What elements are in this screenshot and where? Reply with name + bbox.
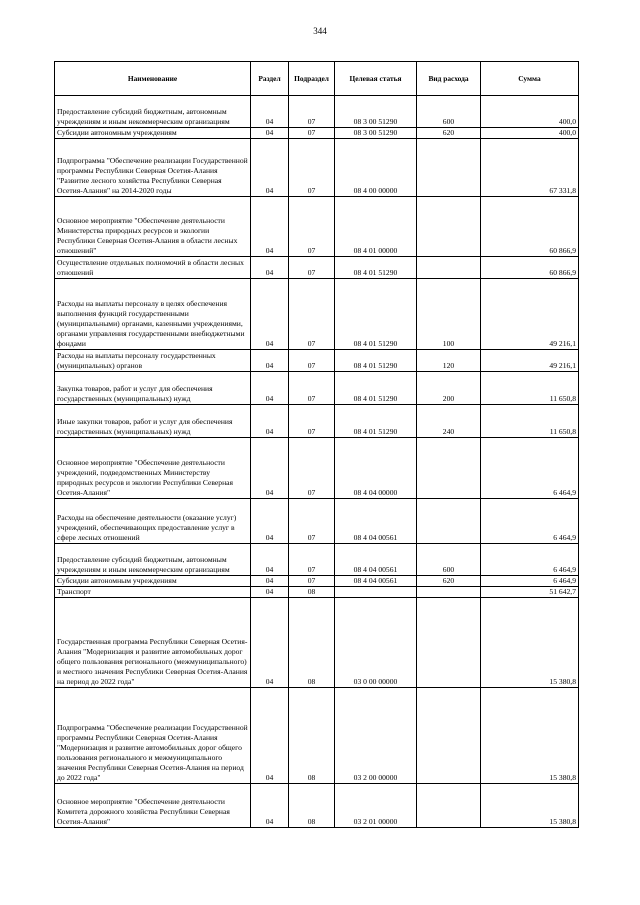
- row-vid: [417, 688, 481, 784]
- row-podrazdel: 07: [289, 405, 335, 438]
- column-header-name: Наименование: [55, 62, 251, 96]
- table-row: [55, 438, 579, 499]
- row-vid: [417, 784, 481, 828]
- table-row: [55, 405, 579, 438]
- table-row: [55, 279, 579, 350]
- row-podrazdel: 08: [289, 598, 335, 688]
- row-razdel: 04: [251, 139, 289, 197]
- row-sum: 67 331,8: [481, 139, 579, 197]
- row-name: Субсидии автономным учреждениям: [55, 128, 251, 139]
- row-name: Расходы на выплаты персоналу в целях обеспечения выполнения функций государственными (муниципальными) органами, казенными учреждениями, органами управления государственными внебюджетными фондами: [55, 279, 251, 350]
- row-podrazdel: 07: [289, 279, 335, 350]
- row-name: Государственная программа Республики Северная Осетия-Алания "Модернизация и развитие автомобильных дорог общего пользования регионального (межмуниципального) и местного значения Республики Северная Осетия-Алания на период до 2022 года": [55, 598, 251, 688]
- row-vid: 100: [417, 279, 481, 350]
- table-row: [55, 96, 579, 128]
- column-header-target: Целевая статья: [335, 62, 417, 96]
- table-row: [55, 576, 579, 587]
- row-razdel: 04: [251, 257, 289, 279]
- row-vid: [417, 197, 481, 257]
- row-sum: 6 464,9: [481, 438, 579, 499]
- row-sum: 49 216,1: [481, 350, 579, 372]
- column-header-podrazdel: Подраздел: [289, 62, 335, 96]
- row-sum: 15 380,8: [481, 688, 579, 784]
- row-podrazdel: 07: [289, 372, 335, 405]
- row-sum: 15 380,8: [481, 784, 579, 828]
- row-sum: 11 650,8: [481, 372, 579, 405]
- table-row: [55, 139, 579, 197]
- row-vid: 200: [417, 372, 481, 405]
- row-podrazdel: 07: [289, 499, 335, 544]
- row-razdel: 04: [251, 688, 289, 784]
- row-podrazdel: 08: [289, 784, 335, 828]
- row-podrazdel: 07: [289, 544, 335, 576]
- row-vid: 620: [417, 576, 481, 587]
- row-name: Предоставление субсидий бюджетным, автономным учреждениям и иным некоммерческим организациям: [55, 544, 251, 576]
- row-razdel: 04: [251, 405, 289, 438]
- row-name: Иные закупки товаров, работ и услуг для обеспечения государственных (муниципальных) нужд: [55, 405, 251, 438]
- row-podrazdel: 07: [289, 197, 335, 257]
- page-number: 344: [313, 26, 327, 36]
- row-name: Расходы на выплаты персоналу государственных (муниципальных) органов: [55, 350, 251, 372]
- row-razdel: 04: [251, 576, 289, 587]
- row-target: 08 4 01 51290: [335, 405, 417, 438]
- row-target: 08 4 00 00000: [335, 139, 417, 197]
- row-sum: 6 464,9: [481, 576, 579, 587]
- table-row: [55, 784, 579, 828]
- row-vid: 600: [417, 96, 481, 128]
- row-sum: 400,0: [481, 96, 579, 128]
- row-name: Основное мероприятие "Обеспечение деятельности Комитета дорожного хозяйства Республики Северная Осетия-Алания": [55, 784, 251, 828]
- row-podrazdel: 07: [289, 438, 335, 499]
- row-podrazdel: 07: [289, 350, 335, 372]
- row-name: Осуществление отдельных полномочий в области лесных отношений: [55, 257, 251, 279]
- row-sum: 6 464,9: [481, 544, 579, 576]
- row-target: 03 2 00 00000: [335, 688, 417, 784]
- row-razdel: 04: [251, 598, 289, 688]
- row-razdel: 04: [251, 279, 289, 350]
- table-row: [55, 688, 579, 784]
- row-vid: [417, 139, 481, 197]
- row-target: [335, 587, 417, 598]
- row-sum: 400,0: [481, 128, 579, 139]
- row-target: 08 3 00 51290: [335, 96, 417, 128]
- row-razdel: 04: [251, 128, 289, 139]
- row-podrazdel: 07: [289, 576, 335, 587]
- budget-table: [54, 61, 579, 828]
- table-row: [55, 197, 579, 257]
- row-razdel: 04: [251, 197, 289, 257]
- row-vid: 600: [417, 544, 481, 576]
- column-header-razdel: Раздел: [251, 62, 289, 96]
- row-name: Предоставление субсидий бюджетным, автономным учреждениям и иным некоммерческим организациям: [55, 96, 251, 128]
- row-razdel: 04: [251, 96, 289, 128]
- row-target: 08 3 00 51290: [335, 128, 417, 139]
- row-vid: 120: [417, 350, 481, 372]
- row-name: Расходы на обеспечение деятельности (оказание услуг) учреждений, обеспечивающих предоставление услуг в сфере лесных отношений: [55, 499, 251, 544]
- row-sum: 15 380,8: [481, 598, 579, 688]
- row-razdel: 04: [251, 372, 289, 405]
- table-row: [55, 598, 579, 688]
- row-name: Субсидии автономным учреждениям: [55, 576, 251, 587]
- row-name: Подпрограмма "Обеспечение реализации Государственной программы Республики Северная Осетия-Алания "Модернизация и развитие автомобильных дорог общего пользования регионального и межмуниципального значения Республики Северная Осетия-Алания на период до 2022 года": [55, 688, 251, 784]
- row-target: 08 4 01 51290: [335, 350, 417, 372]
- table-header-row: [55, 62, 579, 96]
- table-row: [55, 128, 579, 139]
- row-vid: [417, 438, 481, 499]
- row-target: 08 4 04 00561: [335, 544, 417, 576]
- row-sum: 49 216,1: [481, 279, 579, 350]
- row-vid: [417, 598, 481, 688]
- row-target: 08 4 04 00000: [335, 438, 417, 499]
- row-sum: 11 650,8: [481, 405, 579, 438]
- row-podrazdel: 07: [289, 139, 335, 197]
- table-row: [55, 499, 579, 544]
- row-vid: 240: [417, 405, 481, 438]
- row-podrazdel: 08: [289, 688, 335, 784]
- row-vid: [417, 257, 481, 279]
- row-razdel: 04: [251, 499, 289, 544]
- row-vid: [417, 587, 481, 598]
- row-target: 08 4 01 00000: [335, 197, 417, 257]
- row-podrazdel: 07: [289, 257, 335, 279]
- row-razdel: 04: [251, 350, 289, 372]
- row-name: Транспорт: [55, 587, 251, 598]
- column-header-vid: Вид расхода: [417, 62, 481, 96]
- row-razdel: 04: [251, 438, 289, 499]
- table-row: [55, 372, 579, 405]
- table-row: [55, 587, 579, 598]
- row-name: Подпрограмма "Обеспечение реализации Государственной программы Республики Северная Осетия-Алания "Развитие лесного хозяйства Республики Северная Осетия-Алания" на 2014-2020 годы: [55, 139, 251, 197]
- row-razdel: 04: [251, 587, 289, 598]
- row-sum: 6 464,9: [481, 499, 579, 544]
- row-podrazdel: 07: [289, 128, 335, 139]
- row-sum: 51 642,7: [481, 587, 579, 598]
- row-vid: [417, 499, 481, 544]
- table-row: [55, 544, 579, 576]
- column-header-sum: Сумма: [481, 62, 579, 96]
- row-name: Основное мероприятие "Обеспечение деятельности Министерства природных ресурсов и экологии Республики Северная Осетия-Алания в области лесных отношений": [55, 197, 251, 257]
- row-sum: 60 866,9: [481, 197, 579, 257]
- row-razdel: 04: [251, 544, 289, 576]
- row-target: 08 4 01 51290: [335, 372, 417, 405]
- row-target: 08 4 01 51290: [335, 257, 417, 279]
- row-target: 08 4 04 00561: [335, 499, 417, 544]
- row-target: 03 0 00 00000: [335, 598, 417, 688]
- table-row: [55, 257, 579, 279]
- row-target: 08 4 01 51290: [335, 279, 417, 350]
- row-name: Основное мероприятие "Обеспечение деятельности учреждений, подведомственных Министерству природных ресурсов и экологии Республики Северная Осетия-Алания": [55, 438, 251, 499]
- row-target: 08 4 04 00561: [335, 576, 417, 587]
- row-sum: 60 866,9: [481, 257, 579, 279]
- row-name: Закупка товаров, работ и услуг для обеспечения государственных (муниципальных) нужд: [55, 372, 251, 405]
- row-target: 03 2 01 00000: [335, 784, 417, 828]
- row-razdel: 04: [251, 784, 289, 828]
- row-podrazdel: 07: [289, 96, 335, 128]
- row-vid: 620: [417, 128, 481, 139]
- table-row: [55, 350, 579, 372]
- row-podrazdel: 08: [289, 587, 335, 598]
